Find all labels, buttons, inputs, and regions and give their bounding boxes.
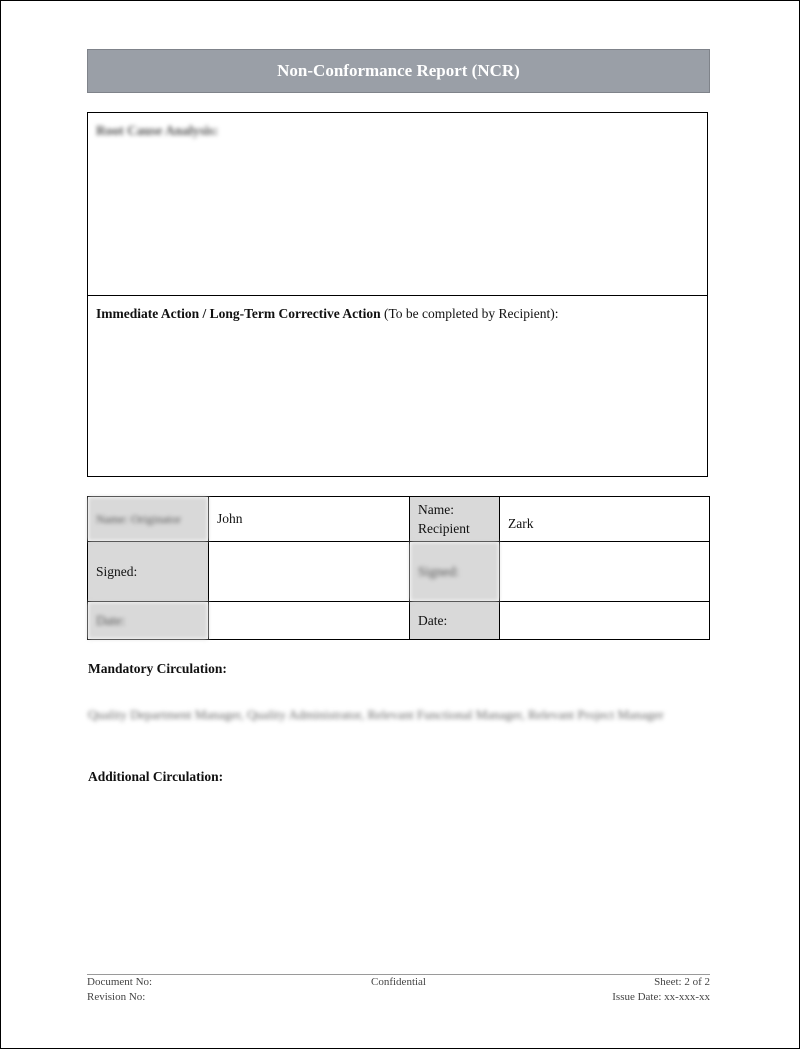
table-row [88,542,710,602]
footer-document-no: Document No: [87,976,153,988]
recipient-date-field[interactable] [500,602,710,640]
recipient-name-label-line1: Name: [418,502,454,517]
footer-issue-date: Issue Date: xx-xxx-xx [612,991,711,1003]
recipient-date-label: Date: [410,602,500,640]
originator-date-field[interactable] [209,602,410,640]
root-cause-analysis-box[interactable] [87,112,708,296]
originator-signed-label: Signed: [88,542,209,602]
recipient-name-field[interactable]: Zark [500,497,710,542]
footer-revision-no: Revision No: [87,991,146,1003]
recipient-name-label [410,497,500,542]
root-cause-analysis-label: Root Cause Analysis: [96,123,219,138]
signature-table [87,496,710,640]
footer-spacer [295,990,503,1005]
page-footer [87,974,710,1005]
footer-classification: Confidential [371,976,426,988]
immediate-action-box[interactable] [87,295,708,477]
report-title: Non-Conformance Report (NCR) [87,49,710,93]
mandatory-circulation-text: Quality Department Manager, Quality Administrator, Relevant Functional Manager, Relevant Project Manager [88,707,664,722]
originator-signed-field[interactable] [209,542,410,602]
originator-name-field[interactable]: John [209,497,410,542]
table-row [88,602,710,640]
immediate-action-label-bold: Immediate Action / Long-Term Corrective Action [96,306,381,321]
recipient-signed-field[interactable] [500,542,710,602]
recipient-name-label-line2: Recipient [418,521,470,536]
table-row [88,497,710,542]
immediate-action-label [96,306,558,322]
footer-sheet: Sheet: 2 of 2 [654,976,711,988]
originator-date-label: Date: [88,602,209,640]
recipient-signed-label: Signed: [410,542,500,602]
originator-name-label: Name: Originator [88,497,209,542]
additional-circulation-heading: Additional Circulation: [88,769,224,784]
immediate-action-label-note: (To be completed by Recipient): [380,306,559,321]
mandatory-circulation-heading: Mandatory Circulation: [88,661,227,676]
